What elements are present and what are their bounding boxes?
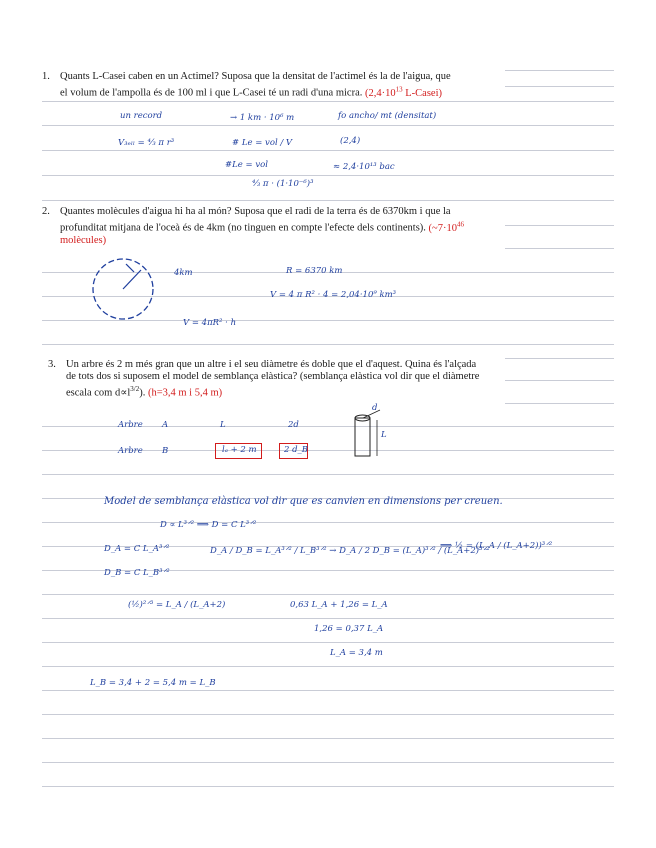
handwritten-note: 4km: [174, 268, 193, 278]
handwritten-note: → 1 km · 10⁶ m: [230, 113, 295, 123]
handwritten-note: D_A / D_B = L_A³ᐟ² / L_B³ᐟ² → D_A / 2 D_B = (L_A)³ᐟ² / (L_A+2)³ᐟ²: [210, 546, 490, 556]
question-text: ).: [139, 387, 146, 399]
handwritten-note: lₐ + 2 m: [222, 445, 257, 455]
handwritten-note: 0,63 L_A + 1,26 = L_A: [290, 600, 388, 610]
question-text: profunditat mitjana de l'oceà és de 4km (no tinguen en compte l'efecte dels continents).: [60, 222, 426, 234]
handwritten-note: L_B = 3,4 + 2 = 5,4 m = L_B: [90, 678, 216, 688]
handwritten-note: V = 4 π R² · 4 = 2,04·10⁹ km³: [270, 290, 397, 300]
handwritten-note: 2d: [288, 420, 299, 430]
question-text: escala com d∝l: [66, 387, 131, 399]
handwritten-note: d: [372, 403, 378, 413]
handwritten-note: ≈ 2,4·10¹³ bac: [333, 162, 395, 172]
question-number: 2.: [42, 206, 50, 217]
answer-text: (2,4·10: [365, 87, 396, 99]
handwritten-note: Arbre: [118, 446, 143, 456]
question-text: de tots dos si suposem el model de semblança elàstica? (semblança elàstica vol dir que el diàmetre: [66, 371, 480, 382]
handwritten-note: #Le = vol: [225, 160, 268, 170]
handwritten-note: fo ancho/ mt (densitat): [338, 111, 437, 121]
answer-text: L-Casei): [402, 87, 442, 99]
question-answer: (h=3,4 m i 5,4 m): [147, 387, 223, 399]
handwritten-note: ⁴⁄₃ π · (1·10⁻⁶)³: [252, 179, 314, 189]
handwritten-note: R = 6370 km: [286, 266, 343, 276]
answer-text: (~7·10: [428, 222, 457, 234]
answer-text: molècules): [60, 234, 107, 246]
question-3: [48, 359, 483, 400]
handwritten-note: 1,26 = 0,37 L_A: [314, 624, 384, 634]
handwritten-note: L: [381, 430, 387, 440]
question-number: 1.: [42, 71, 50, 82]
question-text: Un arbre és 2 m més gran que un altre i el seu diàmetre és doble que el d'aquest. Quina és l'alçada: [66, 359, 477, 370]
handwritten-note: D ∝ L³ᐟ² ⟹ D = C L³ᐟ²: [160, 520, 257, 530]
answer-box: [215, 443, 262, 459]
handwritten-note: L_A = 3,4 m: [330, 648, 383, 658]
handwritten-note: un record: [120, 111, 163, 121]
handwritten-note: A: [162, 420, 169, 430]
handwritten-note: V₃ₑₗₗ = ⁴⁄₃ π r³: [118, 138, 175, 148]
question-text: el volum de l'ampolla és de 100 ml i que L-Casei té un radi d'una micra.: [60, 87, 363, 99]
answer-box: [279, 443, 308, 459]
question-text: Quantes molècules d'aigua hi ha al món? Suposa que el radi de la terra és de 6370km i que la: [60, 206, 451, 217]
handwritten-note: (2,4): [340, 136, 361, 146]
handwritten-note: V = 4πR² · h: [183, 318, 237, 328]
handwritten-note: Model de semblança elàstica vol dir que es canvien en dimensions per creuen.: [104, 496, 503, 507]
handwritten-note: D_A = C L_A³ᐟ²: [104, 544, 170, 554]
handwritten-note: B: [162, 446, 169, 456]
handwritten-note: (½)²ᐟ³ = L_A / (L_A+2): [128, 600, 226, 610]
handwritten-note: L: [220, 420, 226, 430]
handwritten-note: Arbre: [118, 420, 143, 430]
handwritten-note: 2 d_B: [284, 445, 309, 455]
question-text: Quants L-Casei caben en un Actimel? Suposa que la densitat de l'actimel és la de l'aigua, que: [60, 71, 451, 82]
answer-exponent: 46: [456, 220, 464, 228]
handwritten-note: # Le = vol / V: [232, 138, 293, 148]
handwritten-note: D_B = C L_B³ᐟ²: [104, 568, 170, 578]
answer-exponent: 13: [395, 85, 403, 93]
handwritten-note: ⟹ ½ = (L_A / (L_A+2))³ᐟ²: [440, 541, 553, 551]
question-number: 3.: [48, 359, 56, 370]
question-exponent: 3/2: [130, 385, 140, 393]
